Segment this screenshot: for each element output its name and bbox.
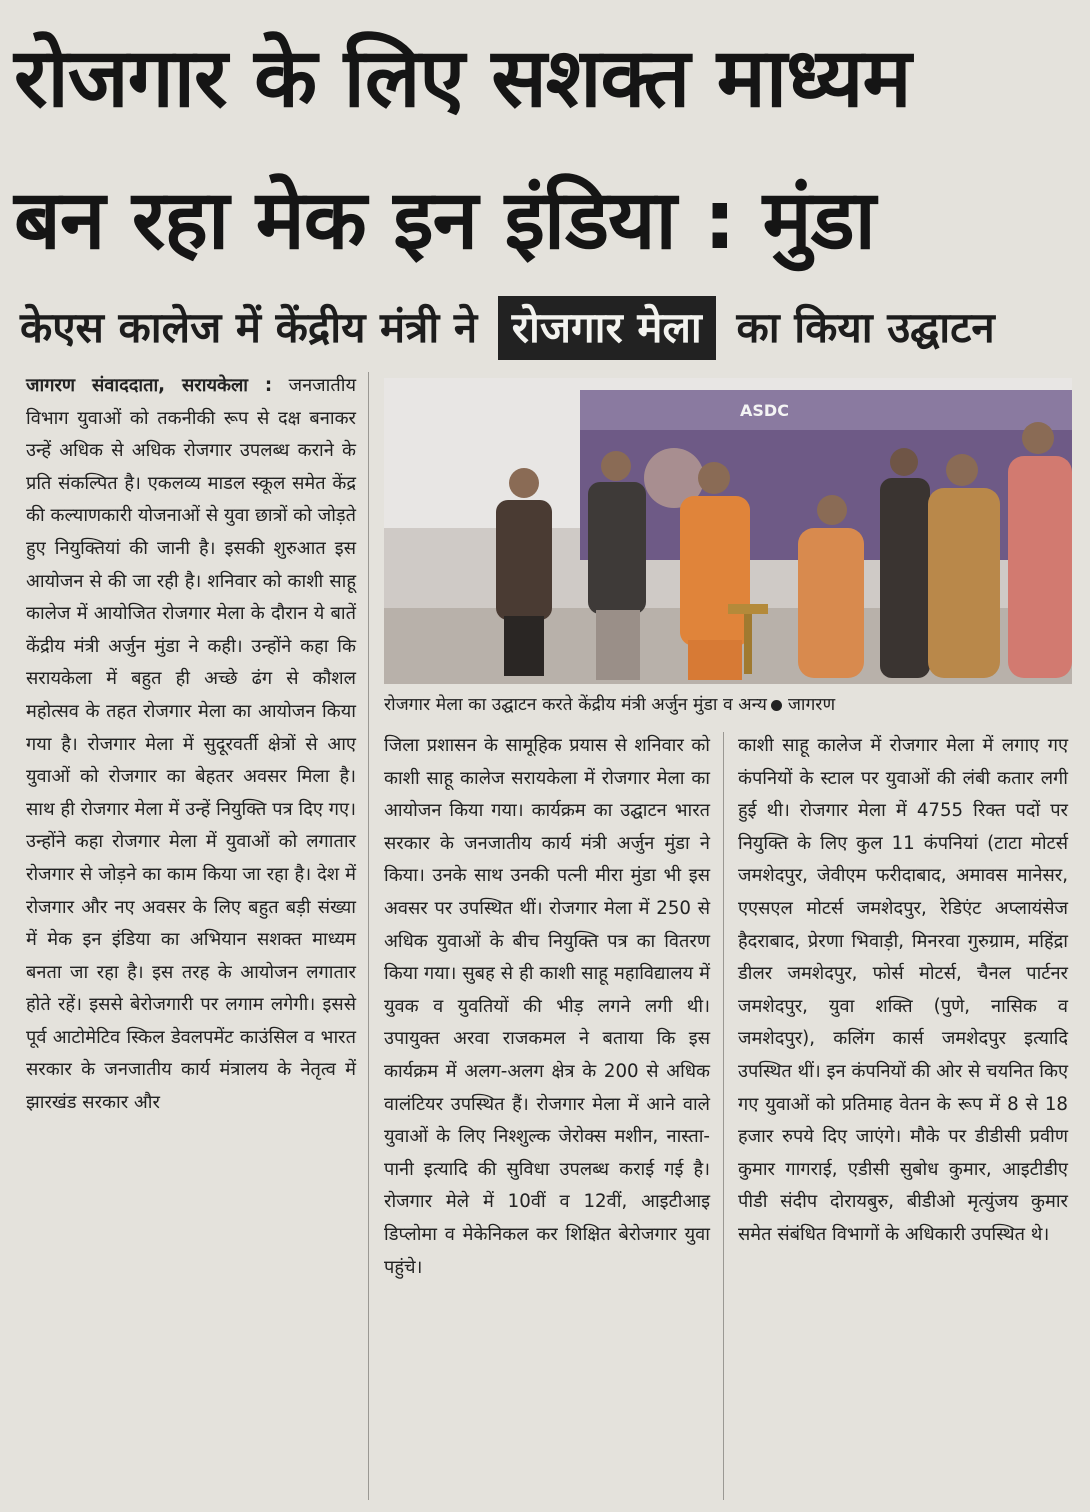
column-divider — [723, 732, 724, 1500]
headline — [14, 8, 1074, 292]
headline-line-2: बन रहा मेक इन इंडिया : मुंडा — [14, 173, 875, 268]
subhead-after: का किया उद्घाटन — [736, 303, 995, 352]
bullet-dot-icon — [771, 700, 782, 711]
photo-caption-text: रोजगार मेला का उद्घाटन करते केंद्रीय मंत्री अर्जुन मुंडा व अन्य — [384, 695, 767, 715]
dateline: जागरण संवाददाता, सरायकेला : — [26, 375, 273, 396]
column-divider — [368, 372, 369, 1500]
article-column-3 — [738, 730, 1068, 1252]
photo-caption — [384, 690, 1074, 720]
column-2-text: जिला प्रशासन के सामूहिक प्रयास से शनिवार को काशी साहू कालेज सरायकेला में रोजगार मेला का आयोजन किया गया। कार्यक्रम का उद्घाटन भारत सरकार के जनजातीय कार्य मंत्री अर्जुन मुंडा ने किया। उनके साथ उनकी पत्नी मीरा मुंडा भी इस अवसर पर उपस्थित थीं। रोजगार मेला में 250 से अधिक युवाओं के बीच नियुक्ति पत्र का वितरण किया गया। सुबह से ही काशी साहू महाविद्यालय में युवक व युवतियों की भीड़ लगने लगी थी। उपायुक्त अरवा राजकमल ने बताया कि इस कार्यक्रम में अलग-अलग क्षेत्र के 200 से अधिक वालंटियर उपस्थित हैं। रोजगार मेला में आने वाले युवाओं के लिए निश्शुल्क जेरोक्स मशीन, नास्ता-पानी इत्यादि की सुविधा उपलब्ध कराई गई है। रोजगार मेले में 10वीं व 12वीं, आइटीआइ डिप्लोमा व मेकेनिकल कर शिक्षित बेरोजगार युवा पहुंचे। — [384, 735, 710, 1278]
article-column-2 — [384, 730, 710, 1284]
column-3-text: काशी साहू कालेज में रोजगार मेला में लगाए गए कंपनियों के स्टाल पर युवाओं की लंबी कतार लगी हुई थी। रोजगार मेला में 4755 रिक्त पदों पर नियुक्ति के लिए कुल 11 कंपनियां (टाटा मोटर्स जमशेदपुर, जेवीएम फरीदाबाद, अमावस मानेसर, एएसएल मोटर्स जमशेदपुर, रेडिएंट अप्लायंसेज हैदराबाद, प्रेरणा भिवाड़ी, मिनरवा गुरुग्राम, महिंद्रा डीलर जमशेदपुर, फोर्स मोटर्स, चैनल पार्टनर जमशेदपुर, युवा शक्ति (पुणे, नासिक व जमशेदपुर), कलिंग कार्स जमशेदपुर इत्यादि उपस्थित थीं। इन कंपनियों की ओर से चयनित किए गए युवाओं को प्रतिमाह वेतन के रूप में 8 से 18 हजार रुपये दिए जाएंगे। मौके पर डीडीसी प्रवीण कुमार गागराई, एडीसी सुबोध कुमार, आइटीडीए पीडी संदीप दोरायबुरु, बीडीओ मृत्युंजय कुमार समेत संबंधित विभागों के अधिकारी उपस्थित थे। — [738, 735, 1068, 1245]
event-photo-illustration — [384, 378, 1072, 684]
subheadline — [20, 292, 1080, 364]
article-column-1 — [26, 370, 356, 1120]
banner-logo-text: ASDC — [740, 401, 789, 420]
event-photo — [384, 378, 1072, 684]
column-1-text: जनजातीय विभाग युवाओं को तकनीकी रूप से दक्ष बनाकर उन्हें अधिक से अधिक रोजगार उपलब्ध कराने के प्रति संकल्पित है। एकलव्य माडल स्कूल समेत केंद्र की कल्याणकारी योजनाओं से युवा छात्रों को जोड़ते हुए नियुक्तियां की जानी है। इसकी शुरुआत इस आयोजन से की जा रही है। शनिवार को काशी साहू कालेज में आयोजित रोजगार मेला के दौरान ये बातें केंद्रीय मंत्री अर्जुन मुंडा ने कही। उन्होंने कहा कि सरायकेला में बहुत ही अच्छे ढंग से कौशल महोत्सव के तहत रोजगार मेला का आयोजन किया गया है। रोजगार मेला में सुदूरवर्ती क्षेत्रों से आए युवाओं को रोजगार का बेहतर अवसर मिला है। साथ ही रोजगार मेला में उन्हें नियुक्ति पत्र दिए गए। उन्होंने कहा रोजगार मेला में युवाओं को लगातार रोजगार से जोड़ने का काम किया जा रहा है। देश में रोजगार और नए अवसर के लिए बहुत बड़ी संख्या में मेक इन इंडिया का अभियान सशक्त माध्यम बनता जा रहा है। इस तरह के आयोजन लगातार होते रहें। इससे बेरोजगारी पर लगाम लगेगी। इससे पूर्व आटोमेटिव स्किल डेवलपमेंट काउंसिल व भारत सरकार के जनजातीय कार्य मंत्रालय के नेतृत्व में झारखंड सरकार और — [26, 375, 356, 1114]
subhead-highlight: रोजगार मेला — [498, 296, 716, 360]
headline-line-1: रोजगार के लिए सशक्त माध्यम — [14, 31, 911, 126]
photo-credit: जागरण — [787, 695, 836, 715]
subhead-before: केएस कालेज में केंद्रीय मंत्री ने — [20, 303, 478, 352]
